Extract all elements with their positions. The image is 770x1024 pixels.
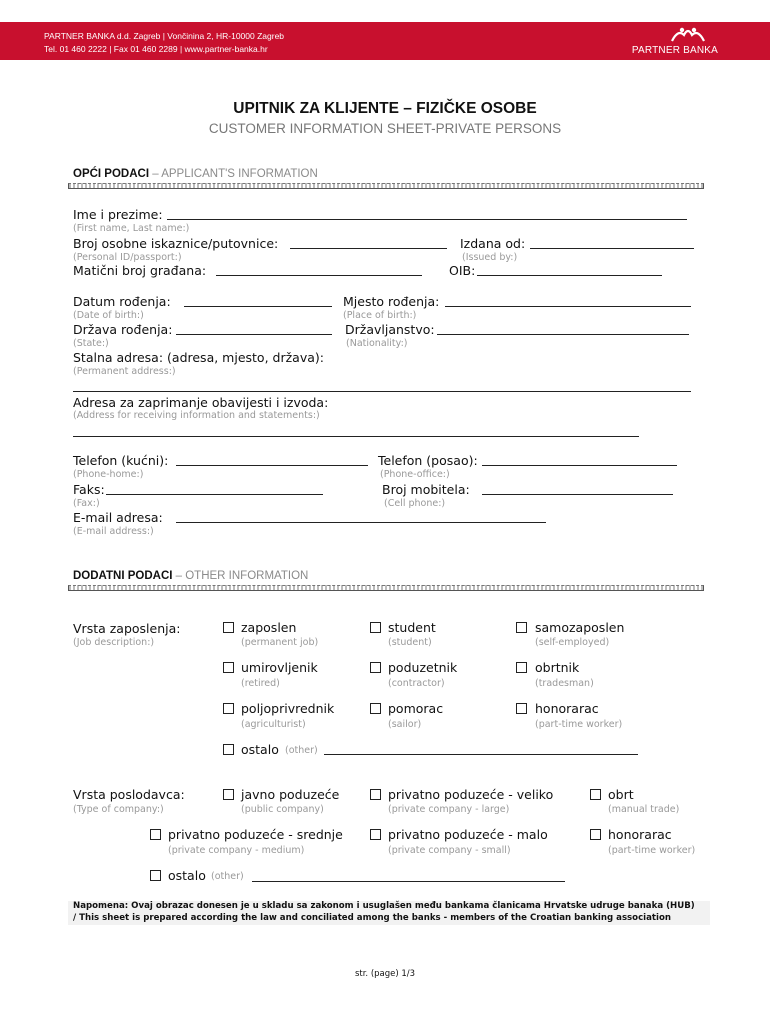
employer-option-label-en: (manual trade) xyxy=(608,804,680,815)
employment-checkbox-zaposlen[interactable] xyxy=(223,622,234,633)
email-field[interactable] xyxy=(176,522,546,523)
fax-label: Faks: xyxy=(73,482,105,497)
note-line-en: / This sheet is prepared according the law and conciliated among the banks - members of the Croatian banking association xyxy=(73,913,671,923)
pob-field[interactable] xyxy=(445,306,691,307)
note-line-hr: Napomena: Ovaj obrazac donesen je u skladu sa zakonom i usuglašen među bankama članicama Hrvatske udruge banaka (HUB) xyxy=(73,901,695,911)
employer-option-label-en: (part-time worker) xyxy=(608,845,696,856)
employment-checkbox-poduzetnik[interactable] xyxy=(370,662,381,673)
employment-other-field[interactable] xyxy=(324,754,638,755)
employment-label-en: (Job description:) xyxy=(73,637,155,648)
mobile-label-en: (Cell phone:) xyxy=(384,498,446,509)
phone-home-field[interactable] xyxy=(176,465,368,466)
dob-label-en: (Date of birth:) xyxy=(73,310,144,321)
employer-checkbox-other[interactable] xyxy=(150,870,161,881)
section-other-en: – OTHER INFORMATION xyxy=(172,570,309,582)
pob-label: Mjesto rođenja: xyxy=(343,294,440,309)
employment-option-label: poljoprivrednik xyxy=(241,701,335,716)
page-number: str. (page) 1/3 xyxy=(354,969,416,979)
section-general-en: – APPLICANT'S INFORMATION xyxy=(149,168,318,180)
employment-checkbox-samozaposlen[interactable] xyxy=(516,622,527,633)
employment-option-label: student xyxy=(388,620,436,635)
oib-field[interactable] xyxy=(477,275,662,276)
page-subtitle: CUSTOMER INFORMATION SHEET-PRIVATE PERSONS xyxy=(208,121,562,136)
employer-checkbox-public[interactable] xyxy=(223,789,234,800)
employment-option-label: zaposlen xyxy=(241,620,297,635)
employer-option-label: privatno poduzeće - malo xyxy=(388,827,548,842)
employment-option-label: honorarac xyxy=(535,701,599,716)
mobile-label: Broj mobitela: xyxy=(382,482,470,497)
employment-checkbox-pomorac[interactable] xyxy=(370,703,381,714)
phone-office-field[interactable] xyxy=(482,465,677,466)
id-label: Broj osobne iskaznice/putovnice: xyxy=(73,236,279,251)
header-address: PARTNER BANKA d.d. Zagreb | Vončinina 2, HR-10000 Zagreb xyxy=(44,31,285,41)
employer-checkbox-private-large[interactable] xyxy=(370,789,381,800)
section-other-hr: DODATNI PODACI xyxy=(73,570,173,582)
issued-label: Izdana od: xyxy=(460,236,526,251)
phone-office-label-en: (Phone-office:) xyxy=(380,469,450,480)
address-label: Stalna adresa: (adresa, mjesto, država): xyxy=(73,350,324,365)
fax-label-en: (Fax:) xyxy=(73,498,100,509)
phone-home-label-en: (Phone-home:) xyxy=(73,469,144,480)
employment-option-label-en: (student) xyxy=(388,637,432,648)
nationality-field[interactable] xyxy=(437,334,689,335)
employment-option-label: umirovljenik xyxy=(241,660,318,675)
employment-other-label: ostalo xyxy=(241,742,279,757)
address-label-en: (Permanent address:) xyxy=(73,366,176,377)
employer-option-label: javno poduzeće xyxy=(241,787,340,802)
mbg-field[interactable] xyxy=(216,275,422,276)
email-label-en: (E-mail address:) xyxy=(73,526,154,537)
nationality-label: Državljanstvo: xyxy=(345,322,435,337)
pob-label-en: (Place of birth:) xyxy=(343,310,417,321)
employer-option-label: honorarac xyxy=(608,827,672,842)
phone-home-label: Telefon (kućni): xyxy=(73,453,169,468)
employer-option-label-en: (private company - large) xyxy=(388,804,510,815)
employer-option-label-en: (private company - small) xyxy=(388,845,511,856)
mail-address-label-en: (Address for receiving information and statements:) xyxy=(73,410,320,421)
employer-checkbox-part-time[interactable] xyxy=(590,829,601,840)
employment-other-label-en: (other) xyxy=(285,745,318,756)
state-label: Država rođenja: xyxy=(73,322,173,337)
employment-option-label-en: (retired) xyxy=(241,678,280,689)
employment-option-label-en: (part-time worker) xyxy=(535,719,623,730)
dob-field[interactable] xyxy=(184,306,332,307)
name-field[interactable] xyxy=(167,219,687,220)
mbg-label: Matični broj građana: xyxy=(73,263,207,278)
state-label-en: (State:) xyxy=(73,338,109,349)
employment-checkbox-student[interactable] xyxy=(370,622,381,633)
bank-logo-icon xyxy=(670,25,706,45)
dob-label: Datum rođenja: xyxy=(73,294,171,309)
employer-checkbox-trade[interactable] xyxy=(590,789,601,800)
employment-checkbox-poljoprivrednik[interactable] xyxy=(223,703,234,714)
id-field[interactable] xyxy=(290,248,447,249)
name-label-en: (First name, Last name:) xyxy=(73,223,190,234)
employment-checkbox-obrtnik[interactable] xyxy=(516,662,527,673)
section-general-heading xyxy=(73,168,318,180)
address-field[interactable] xyxy=(73,391,691,392)
employer-label-en: (Type of company:) xyxy=(73,804,164,815)
employment-label: Vrsta zaposlenja: xyxy=(73,621,181,636)
employment-option-label: samozaposlen xyxy=(535,620,625,635)
email-label: E-mail adresa: xyxy=(73,510,163,525)
state-field[interactable] xyxy=(176,334,332,335)
employment-option-label-en: (agriculturist) xyxy=(241,719,306,730)
employment-checkbox-umirovljenik[interactable] xyxy=(223,662,234,673)
employer-other-field[interactable] xyxy=(252,881,565,882)
employment-option-label-en: (self-employed) xyxy=(535,637,610,648)
nationality-label-en: (Nationality:) xyxy=(346,338,408,349)
employment-option-label: obrtnik xyxy=(535,660,580,675)
employment-checkbox-other[interactable] xyxy=(223,744,234,755)
page-title: UPITNIK ZA KLIJENTE – FIZIČKE OSOBE xyxy=(233,100,537,117)
employer-other-label: ostalo xyxy=(168,868,206,883)
phone-office-label: Telefon (posao): xyxy=(378,453,478,468)
employment-option-label-en: (contractor) xyxy=(388,678,445,689)
employer-other-label-en: (other) xyxy=(211,871,244,882)
employer-checkbox-private-medium[interactable] xyxy=(150,829,161,840)
bank-header xyxy=(0,22,770,60)
section-general-hr: OPĆI PODACI xyxy=(73,168,150,180)
name-label: Ime i prezime: xyxy=(73,207,163,222)
oib-label: OIB: xyxy=(449,263,476,278)
issued-field[interactable] xyxy=(530,248,694,249)
mobile-field[interactable] xyxy=(482,494,673,495)
employer-option-label-en: (private company - medium) xyxy=(168,845,305,856)
section-other-heading xyxy=(73,570,308,582)
mail-address-field[interactable] xyxy=(73,436,639,437)
fax-field[interactable] xyxy=(106,494,323,495)
employer-option-label-en: (public company) xyxy=(241,804,324,815)
employment-option-label: poduzetnik xyxy=(388,660,458,675)
employer-checkbox-private-small[interactable] xyxy=(370,829,381,840)
employer-option-label: obrt xyxy=(608,787,634,802)
employment-option-label-en: (sailor) xyxy=(388,719,422,730)
issued-label-en: (Issued by:) xyxy=(462,252,518,263)
employment-option-label-en: (tradesman) xyxy=(535,678,594,689)
employment-option-label-en: (permanent job) xyxy=(241,637,319,648)
header-contact: Tel. 01 460 2222 | Fax 01 460 2289 | www.partner-banka.hr xyxy=(44,44,268,54)
employment-checkbox-honorarac[interactable] xyxy=(516,703,527,714)
employer-option-label: privatno poduzeće - srednje xyxy=(168,827,343,842)
employer-label: Vrsta poslodavca: xyxy=(73,787,185,802)
id-label-en: (Personal ID/passport:) xyxy=(73,252,182,263)
section-general-bar xyxy=(68,183,704,189)
employer-option-label: privatno poduzeće - veliko xyxy=(388,787,554,802)
mail-address-label: Adresa za zaprimanje obavijesti i izvoda: xyxy=(73,395,329,410)
section-other-bar xyxy=(68,585,704,591)
employment-option-label: pomorac xyxy=(388,701,444,716)
bank-logo-text: PARTNER BANKA xyxy=(631,45,718,56)
